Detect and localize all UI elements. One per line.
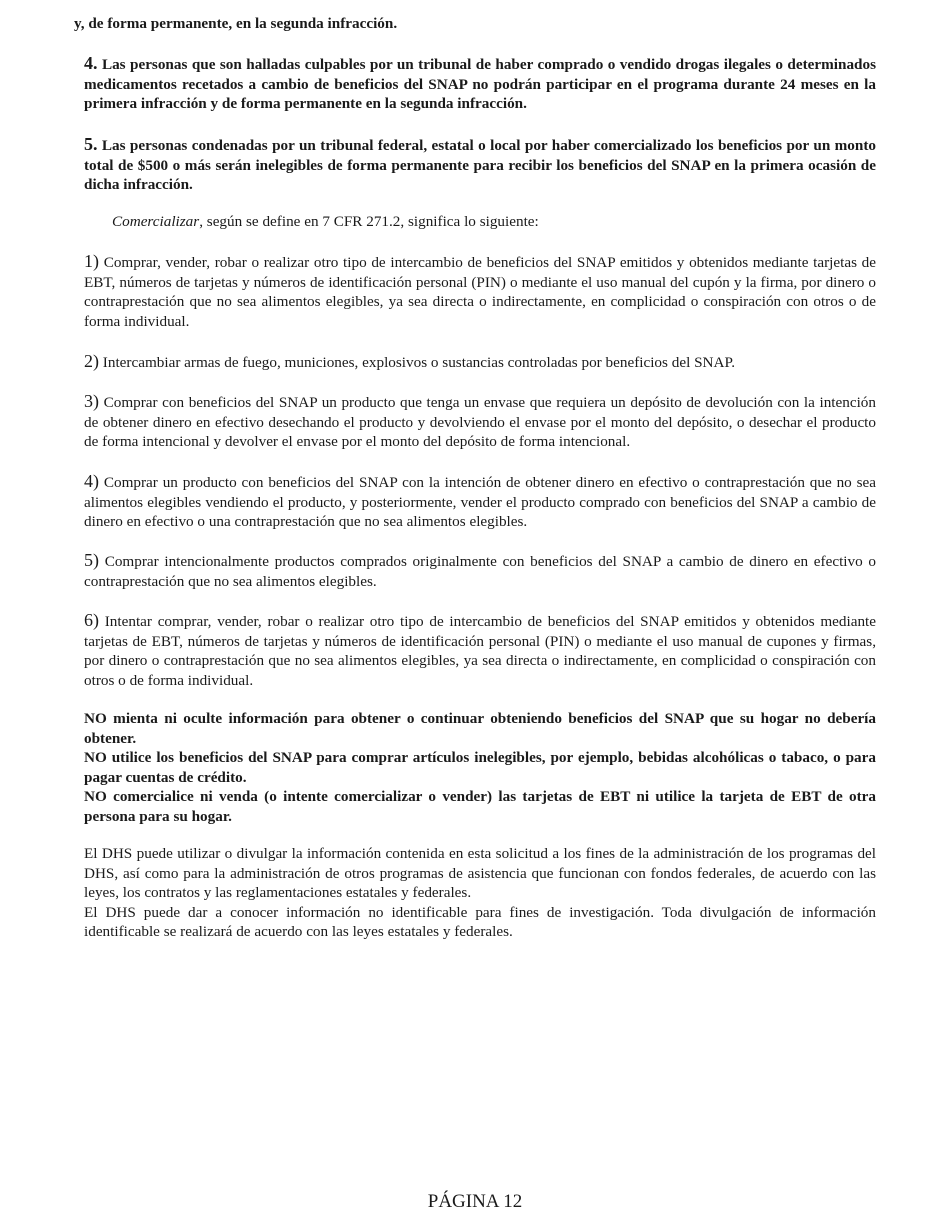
rule-5	[84, 135, 876, 195]
list-item-6	[84, 611, 876, 690]
list-item-number: 5)	[84, 550, 99, 570]
list-item-number: 2)	[84, 351, 99, 371]
rule-text: Las personas condenadas por un tribunal federal, estatal o local por haber comercializado los beneficios por un monto total de $500 o más serán inelegibles de forma permanente para recibir los beneficios del SNAP en la primera ocasión de dicha infracción.	[84, 137, 877, 194]
list-item-number: 4)	[84, 471, 99, 491]
warnings-block	[84, 709, 876, 827]
list-item-text: Comprar intencionalmente productos comprados originalmente con beneficios del SNAP a cambio de dinero en efectivo o contraprestación que no sea alimentos elegibles.	[84, 553, 876, 590]
list-item-text: Comprar con beneficios del SNAP un producto que tenga un envase que requiera un depósito de devolución con la intención de obtener dinero en efectivo desechando el producto y devolviendo el envase por el monto del depósito, o desechar el producto de forma intencional y devolver el envase por el monto del depósito de forma intencional.	[84, 394, 876, 451]
list-item-text: Comprar un producto con beneficios del SNAP con la intención de obtener dinero en efectivo o contraprestación que no sea alimentos elegibles vendiendo el producto, y posteriormente, vender el producto comprado con beneficios del SNAP a cambio de dinero en efectivo o una contraprestación que no sea alimentos elegibles.	[84, 474, 877, 531]
warning-line: NO mienta ni oculte información para obtener o continuar obteniendo beneficios del SNAP que su hogar no debería obtener.	[84, 710, 876, 747]
list-item-number: 3)	[84, 391, 99, 411]
continuation-text: y, de forma permanente, en la segunda infracción.	[74, 15, 398, 32]
definition-intro	[112, 212, 539, 232]
rule-4	[84, 54, 876, 114]
disclosure-paragraph: El DHS puede dar a conocer información no identificable para fines de investigación. Toda divulgación de información identificable se realizará de acuerdo con las leyes estatales y federales.	[84, 903, 876, 941]
list-item-text: Intentar comprar, vender, robar o realizar otro tipo de intercambio de beneficios del SNAP emitidos y obtenidos mediante tarjetas de EBT, números de tarjetas y números de identificación personal (PIN) o mediante el uso manual de cupones y firmas, por dinero o contraprestación que no sea alimentos elegibles, ya sea directa o indirectamente, en complicidad o conspiración con otros o de forma individual.	[84, 613, 876, 689]
list-item-text: Comprar, vender, robar o realizar otro tipo de intercambio de beneficios del SNAP emitidos y obtenidos mediante tarjetas de EBT, números de tarjetas y números de identificación personal (PIN) o mediante el uso manual del cupón y la firma, por dinero o contraprestación que no sea alimentos elegibles, ya sea directa o indirectamente, en complicidad o conspiración con otros o de forma individual.	[84, 254, 877, 330]
rule-number: 4.	[84, 53, 98, 73]
warning-line: NO comercialice ni venda (o intente comercializar o vender) las tarjetas de EBT ni utilice la tarjeta de EBT de otra persona para su hogar.	[84, 788, 876, 825]
definition-term: Comercializar	[112, 213, 200, 230]
list-item-5	[84, 551, 876, 591]
list-item-4	[84, 472, 876, 532]
warning-line: NO utilice los beneficios del SNAP para comprar artículos inelegibles, por ejemplo, bebidas alcohólicas o tabaco, o para pagar cuentas de crédito.	[84, 749, 876, 786]
list-item-number: 6)	[84, 610, 99, 630]
rule-text: Las personas que son halladas culpables por un tribunal de haber comprado o vendido drogas ilegales o determinados medicamentos recetados a cambio de beneficios del SNAP no podrán participar en el programa durante 24 meses en la primera infracción y de forma permanente en la segunda infracción.	[84, 56, 876, 113]
list-item-2	[84, 352, 876, 373]
disclosure-paragraph: El DHS puede utilizar o divulgar la información contenida en esta solicitud a los fines de la administración de los programas del DHS, así como para la administración de otros programas de asistencia que funcionan con fondos federales, de acuerdo con las leyes, los contratos y las reglamentaciones estatales y federales.	[84, 845, 876, 902]
list-item-number: 1)	[84, 251, 99, 271]
rule-number: 5.	[84, 134, 98, 154]
definition-text: , según se define en 7 CFR 271.2, significa lo siguiente:	[199, 213, 539, 230]
list-item-1	[84, 252, 876, 331]
list-item-3	[84, 392, 876, 452]
disclosure-block	[84, 844, 876, 942]
page-number: PÁGINA 12	[427, 1191, 523, 1212]
list-item-text: Intercambiar armas de fuego, municiones, explosivos o sustancias controladas por beneficios del SNAP.	[102, 354, 736, 371]
